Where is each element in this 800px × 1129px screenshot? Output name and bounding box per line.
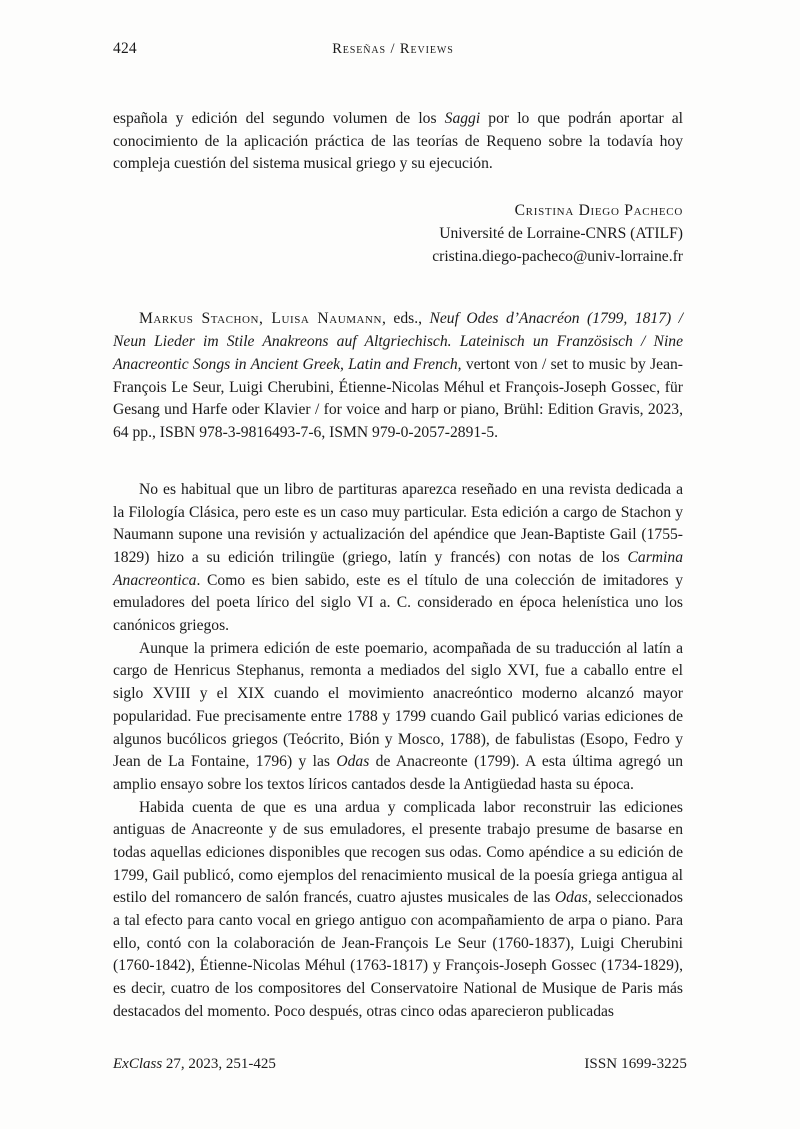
signature-author: Cristina Diego Pacheco (514, 202, 683, 220)
paragraph-2-run-1: Aunque la primera edición de este poemario, acompañada de su traducción al latín a cargo de Henricus Stephanus, remonta a mediados del siglo XVI, fue a caballo entre el siglo XVIII y el XIX cuando el movimiento anacreóntico moderno alcanzó mayor popularidad. Fue precisamente entre 1788 y 1799 cuando Gail publicó varias ediciones de algunos bucólicos griegos (Teócrito, Bión y Mosco, 1788), de fabulistas (Esopo, Fedro y Jean de La Fontaine, 1796) y las (113, 639, 683, 771)
top-paragraph (113, 108, 683, 176)
running-head (113, 40, 683, 80)
footer-journal-citation (113, 1056, 276, 1073)
entry-imprint: , vertont von / set to music by Jean-François Le Seur, Luigi Cherubini, Étienne-Nicolas Méhul et François-Joseph Gossec, für Gesang und Harfe oder Klavier / for voice and harp or piano, Brühl: Edition Gravis, 2023, 64 pp., ISBN 978-3-9816493-7-6, ISMN 979-0-2057-2891-5. (113, 355, 683, 442)
entry-authors: Markus Stachon, Luisa Naumann (139, 310, 383, 328)
top-paragraph-before: española y edición del segundo volumen de los (113, 110, 445, 127)
top-paragraph-after: por lo que podrán aportar al conocimiento de la aplicación práctica de las teorías de Requeno sobre la todavía hoy compleja cuestión del sistema musical griego y su ejecución. (113, 110, 683, 173)
page-footer (113, 1056, 687, 1073)
folio-number: 424 (113, 40, 137, 57)
paragraph-1-run-3: . Como es bien sabido, este es el título de una colección de imitadores y emuladores del poeta lírico del siglo VI a. C. considerado en época helenística uno los canónicos griegos. (113, 571, 683, 635)
paragraph-1-run-1: No es habitual que un libro de partituras aparezca reseñado en una revista dedicada a la Filología Clásica, pero este es un caso muy particular. Esta edición a cargo de Stachon y Naumann supone una revisión y actualización del apéndice que Jean-Baptiste Gail (1755-1829) hizo a su edición trilingüe (griego, latín y francés) con notas de los (113, 480, 683, 567)
page-content (113, 40, 683, 1023)
entry-eds-label: , eds., (382, 310, 430, 328)
footer-journal-name: ExClass (113, 1056, 163, 1072)
running-head-title: Reseñas / Reviews (332, 41, 454, 57)
review-body (113, 479, 683, 1024)
paragraph-2-run-2: Odas (336, 753, 370, 771)
top-paragraph-block (113, 108, 683, 176)
paragraph-1-run-2: Carmina Anacreontica (113, 549, 683, 589)
footer-journal-issue: 27, 2023, 251-425 (162, 1056, 276, 1072)
review-entry-heading (113, 308, 683, 445)
paragraph-3-run-2: Odas (554, 889, 588, 907)
footer-issn: ISSN 1699-3225 (584, 1056, 687, 1072)
signature-email: cristina.diego-pacheco@univ-lorraine.fr (432, 247, 683, 265)
paragraph-3-run-1: Habida cuenta de que es una ardua y complicada labor reconstruir las ediciones antiguas de Anacreonte y de sus emuladores, el presente trabajo presume de basarse en todas aquellas ediciones disponibles que recogen sus odas. Como apéndice a su edición de 1799, Gail publicó, como ejemplos del renacimiento musical de la poesía griega antigua al estilo del romancero de salón francés, cuatro ajustes musicales de las (113, 798, 683, 907)
paragraph-1 (113, 479, 683, 638)
paragraph-3-run-3: , seleccionados a tal efecto para canto vocal en griego antiguo con acompañamiento de arpa o piano. Para ello, contó con la colaboración de Jean-François Le Seur (1760-1837), Luigi Cherubini (1760-1842), Étienne-Nicolas Méhul (1763-1817) y François-Joseph Gossec (1734-1829), es decir, cuatro de los compositores del Conservatoire National de Musique de Paris más destacados del momento. Poco después, otras cinco odas aparecieron publicadas (113, 889, 683, 1020)
paragraph-2-run-3: de Anacreonte (1799). A esta última agregó un amplio ensayo sobre los textos líricos cantados desde la Antigüedad hasta su época. (113, 753, 683, 793)
paragraph-3 (113, 797, 683, 1024)
signature-affiliation: Université de Lorraine-CNRS (ATILF) (439, 224, 683, 242)
top-paragraph-italic-title: Saggi (444, 110, 481, 127)
signature-block (113, 200, 683, 268)
paragraph-2 (113, 638, 683, 797)
entry-title: Neuf Odes d’Anacréon (1799, 1817) / Neun Lieder im Stile Anakreons auf Altgriechisch. Lateinisch un Französisch / Nine Anacreontic Songs in Ancient Greek, Latin and French (113, 310, 683, 373)
